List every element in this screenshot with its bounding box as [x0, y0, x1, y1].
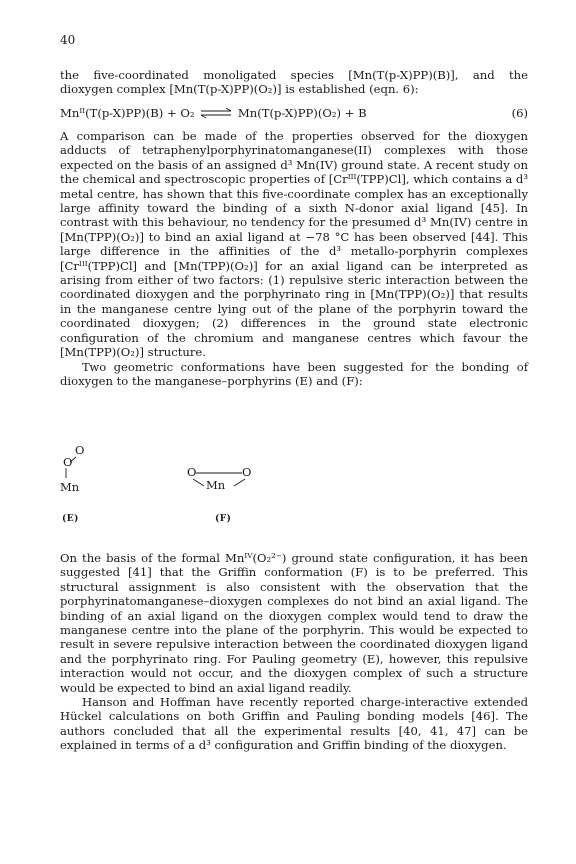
structure-f-label: (F) — [215, 514, 232, 524]
equation-6 — [60, 106, 528, 122]
structure-f-metal: Mn — [206, 478, 226, 492]
intro-line-2: dioxygen complex [Mn(T(p-X)PP)(O₂)] is established (eqn. 6): — [60, 82, 419, 97]
intro-text — [60, 68, 528, 97]
page-number: 40 — [60, 33, 76, 47]
paragraph-3: On the basis of the formal Mnᴵⱽ(O₂²⁻) ground state configuration, it has been suggested [41] that the Griffin conformation (F) is to be preferred. This structural assignment is also consistent with the observation that the porphyrinatomanganese–dioxygen complexes do not bind an axial ligand. The binding of an axial ligand on the dioxygen complex would tend to draw the manganese centre into the plane of the porphyrin. This would be expected to result in severe repulsive interaction between the coordinated dioxygen ligand and the porphyrinato ring. For Pauling geometry (E), however, this repulsive interaction would not occur, and the dioxygen complex of such a structure would be expected to bind an axial ligand readily. — [60, 551, 528, 695]
equation-left: Mnᴵᴵ(T(p-X)PP)(B) + O₂ — [60, 106, 195, 120]
equation-right: Mn(T(p-X)PP)(O₂) + B — [237, 106, 367, 120]
intro-line-1: the five-coordinated monoligated species [Mn(T(p-X)PP)(B)], and the — [60, 68, 528, 82]
structure-e-oxygen-bottom: O — [63, 455, 73, 469]
body-block-2 — [60, 551, 528, 753]
paragraph-4: Hanson and Hoffman have recently reported charge-interactive extended Hückel calculations on both Griffin and Pauling bonding models [46]. The authors concluded that all the experimental results [40, 41, 47] can be explained in terms of a d³ configuration and Griffin binding of the dioxygen. — [60, 695, 528, 753]
paragraph-2: Two geometric conformations have been suggested for the bonding of dioxygen to the manganese–porphyrins (E) and (F): — [60, 359, 528, 388]
structure-e-metal: Mn — [60, 480, 80, 494]
structure-e-label: (E) — [62, 514, 79, 524]
paragraph-1: A comparison can be made of the properties observed for the dioxygen adducts of tetraphenylporphyrinatomanganese(II) complexes with those expected on the basis of an assigned d³ Mn(IV) ground state. A recent study on the chemical and spectroscopic properties of [Crᴵᴵᴵ(TPP)Cl], which contains a d³ metal centre, has shown that this five-coordinate complex has an exceptionally large affinity toward the binding of a sixth N-donor axial ligand [45]. In contrast with this behaviour, no tendency for the presumed d³ Mn(IV) centre in [Mn(TPP)(O₂)] to bind an axial ligand at −78 °C has been observed [44]. This large difference in the affinities of the d³ metallo-porphyrin complexes [Crᴵᴵᴵ(TPP)Cl] and [Mn(TPP)(O₂)] for an axial ligand can be interpreted as arising from either of two factors: (1) repulsive steric interaction between the coordinated dioxygen and the porphyrinato ring in [Mn(TPP)(O₂)] that results in the manganese centre lying out of the plane of the porphyrin toward the coordinated dioxygen; (2) differences in the ground state electronic configuration of the chromium and manganese centres which favour the [Mn(TPP)(O₂)] structure. — [60, 129, 528, 360]
structure-f-oxygen-right: O — [242, 465, 252, 479]
equation-number: (6) — [511, 106, 528, 120]
equilibrium-arrows-icon — [198, 107, 234, 122]
structure-f-oxygen-left: O — [187, 465, 197, 479]
structure-e-oxygen-top: O — [75, 443, 85, 457]
body-block-1 — [60, 129, 528, 388]
